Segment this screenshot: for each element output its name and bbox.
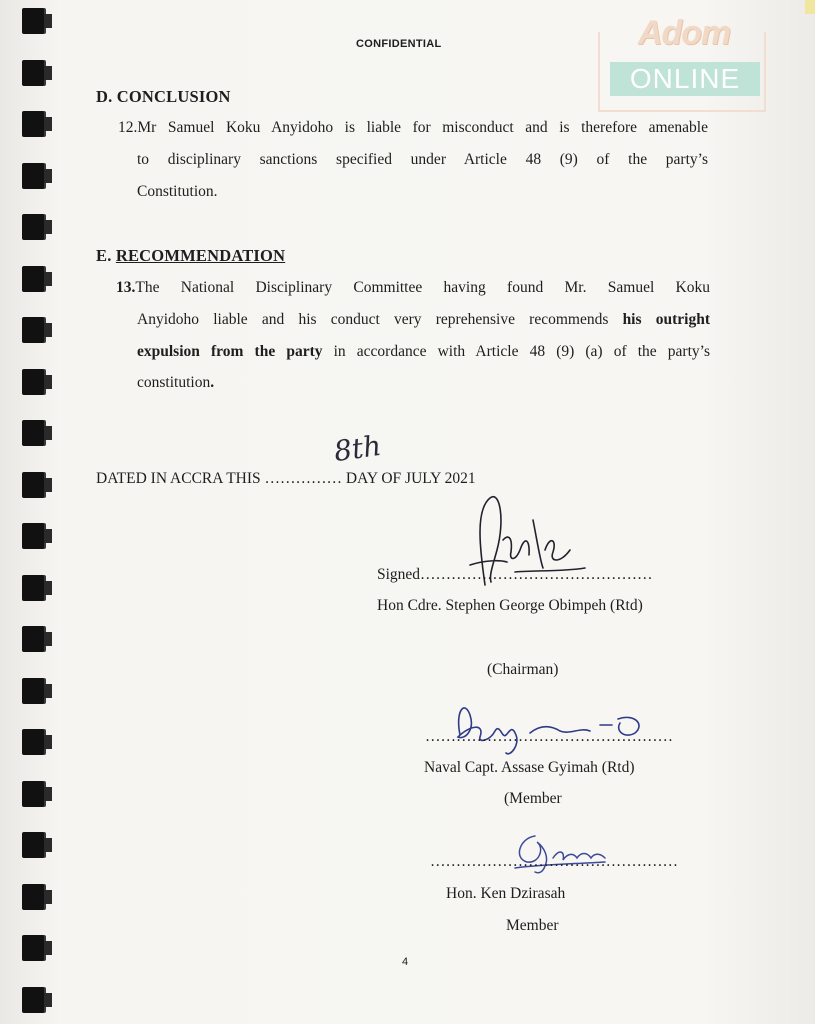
binding-hole bbox=[22, 575, 44, 601]
binding-hole bbox=[22, 60, 44, 86]
binding-hole bbox=[22, 163, 44, 189]
binding-hole bbox=[22, 472, 44, 498]
para-13-line-3-bold: expulsion from the party bbox=[137, 343, 323, 360]
signatory-2-line: ………………………………………… bbox=[425, 728, 673, 745]
dated-suffix: DAY OF JULY 2021 bbox=[342, 470, 476, 487]
signatory-1-role: (Chairman) bbox=[487, 661, 559, 678]
para-13-line-2-text: Anyidoho liable and his conduct very reprehensive recommends bbox=[137, 311, 623, 328]
binding-hole bbox=[22, 678, 44, 704]
signatory-2-name: Naval Capt. Assase Gyimah (Rtd) bbox=[424, 759, 635, 776]
binding-hole bbox=[22, 832, 44, 858]
signatory-3-name: Hon. Ken Dzirasah bbox=[446, 885, 566, 902]
para-13-line-4 bbox=[137, 367, 214, 399]
dated-prefix: DATED IN ACCRA THIS bbox=[96, 470, 265, 487]
para-13-line-2-bold: his outright bbox=[622, 311, 710, 328]
binding-hole bbox=[22, 781, 44, 807]
dated-line bbox=[96, 470, 476, 488]
binding-hole bbox=[22, 935, 44, 961]
para-13-line-1 bbox=[116, 272, 710, 304]
para-13-number: 13. bbox=[116, 279, 136, 296]
para-13-line-3-wrap bbox=[137, 336, 710, 368]
para-13-line-2 bbox=[137, 304, 710, 336]
para-13-line-3-text: in accordance with Article 48 (9) (a) of the party’s bbox=[322, 343, 710, 360]
para-13-line-4-text: constitution bbox=[137, 374, 211, 391]
watermark-brand-top: Adom bbox=[637, 14, 731, 52]
para-13-line-4-bold: . bbox=[210, 374, 215, 391]
signatory-2-role: (Member bbox=[504, 790, 562, 807]
adom-online-watermark bbox=[598, 12, 768, 112]
watermark-brand-bottom: ONLINE bbox=[610, 62, 760, 96]
binding-hole bbox=[22, 266, 44, 292]
dated-dots: …………… bbox=[264, 470, 343, 487]
binding-hole bbox=[22, 987, 44, 1013]
section-e-title: RECOMMENDATION bbox=[115, 246, 286, 265]
binding-hole bbox=[22, 523, 44, 549]
section-e-letter: E. bbox=[96, 246, 112, 265]
corner-mark bbox=[805, 0, 815, 14]
signatory-3-role: Member bbox=[506, 917, 559, 934]
confidential-label: CONFIDENTIAL bbox=[356, 38, 442, 50]
para-13-line-1-text: The National Disciplinary Committee having found Mr. Samuel Koku bbox=[135, 279, 710, 296]
binding-hole bbox=[22, 8, 44, 34]
para-13-line-2-wrap bbox=[137, 304, 710, 336]
page-number: 4 bbox=[402, 956, 409, 968]
signatory-1-name: Hon Cdre. Stephen George Obimpeh (Rtd) bbox=[377, 597, 643, 614]
handwritten-day: 8th bbox=[331, 428, 384, 469]
para-13-line-1-wrap bbox=[116, 272, 710, 304]
section-e-heading bbox=[96, 246, 285, 266]
signatory-1-line: Signed……………………………………… bbox=[377, 566, 653, 583]
para-12-line-2-text: to disciplinary sanctions specified under Article 48 (9) of the party’s bbox=[137, 151, 708, 168]
binding-hole bbox=[22, 369, 44, 395]
para-12-line-2 bbox=[137, 144, 708, 176]
binding-hole bbox=[22, 729, 44, 755]
para-12-line-1-text: 12.Mr Samuel Koku Anyidoho is liable for misconduct and is therefore amenable bbox=[118, 119, 708, 136]
section-d-heading: D. CONCLUSION bbox=[96, 87, 231, 106]
para-12-line-1 bbox=[118, 112, 708, 144]
para-13-line-3 bbox=[137, 336, 710, 368]
binding-hole bbox=[22, 420, 44, 446]
binding-hole bbox=[22, 317, 44, 343]
binding-hole bbox=[22, 884, 44, 910]
spiral-binding bbox=[22, 0, 52, 1024]
binding-hole bbox=[22, 626, 44, 652]
para-12-line-3: Constitution. bbox=[137, 183, 218, 200]
binding-hole bbox=[22, 214, 44, 240]
signatory-3-line: ………………………………………… bbox=[430, 853, 678, 870]
binding-hole bbox=[22, 111, 44, 137]
